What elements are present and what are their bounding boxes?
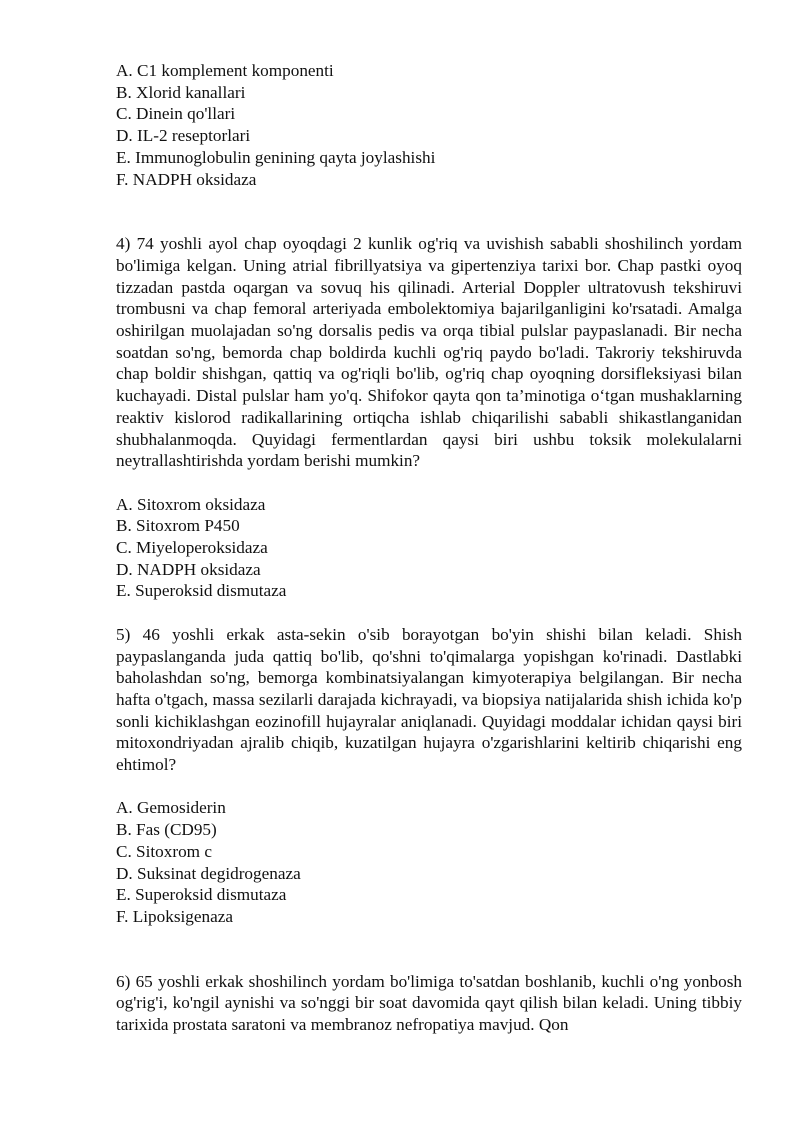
- q4-option-a: A. Sitoxrom oksidaza: [116, 494, 266, 514]
- q4-option-c: C. Miyeloperoksidaza: [116, 538, 268, 558]
- q3-option-f: F. NADPH oksidaza: [116, 169, 257, 189]
- q4-option-e: E. Superoksid dismutaza: [116, 581, 287, 601]
- q3-option-d: D. IL-2 reseptorlari: [116, 126, 251, 146]
- q4-option-b: B. Sitoxrom P450: [116, 516, 240, 536]
- q3-option-a: A. C1 komplement komponenti: [116, 61, 334, 80]
- question-4-text: 4) 74 yoshli ayol chap oyoqdagi 2 kunlik og'riq va uvishish sababli shoshilinch yordam bo'limiga kelgan. Uning atrial fibrillyatsiya va gipertenziya tarixi bor. Chap pastki oyoq tizzadan pastda oqargan va sovuq his qilinadi. Arterial Doppler ultratovush tekshiruvi trombusni va chap femoral arteriyada embolektomiya bajarilganligini ko'rsatadi. Amalga oshirilgan muolajadan so'ng dorsalis pedis va orqa tibial pulslar paypaslanadi. Bir necha soatdan so'ng, bemorda chap boldirda kuchli og'riq paydo bo'ladi. Takroriy tekshiruvda chap boldir shishgan, qattiq va og'riqli bo'lib, og'riq chap oyoqning dorsifleksiyasi bilan kuchayadi. Distal pulslar ham yo'q. Shifokor qayta qon ta’minotiga o‘tgan mushaklarning reaktiv kislorod radikallarining ortiqcha ishlab chiqarilishi sababli shikastlanganidan shubhalanmoqda. Quyidagi fermentlardan qaysi biri ushbu toksik molekulalarni neytrallashtirishda yordam berishi mumkin?: [116, 234, 742, 471]
- q3-option-b: B. Xlorid kanallari: [116, 82, 246, 102]
- q4-options: [116, 494, 742, 603]
- q5-option-b: B. Fas (CD95): [116, 820, 217, 840]
- question-6-text: 6) 65 yoshli erkak shoshilinch yordam bo'limiga to'satdan boshlanib, kuchli o'ng yonbosh og'rig'i, ko'ngil aynishi va so'nggi bir soat davomida qayt qilish bilan keladi. Uning tibbiy tarixida prostata saratoni va membranoz nefropatiya mavjud. Qon: [116, 971, 742, 1035]
- spacer: [116, 472, 742, 494]
- q5-options: [116, 797, 742, 927]
- q3-option-e: E. Immunoglobulin genining qayta joylashishi: [116, 147, 436, 167]
- q3-options: [116, 60, 742, 190]
- document-content: [116, 60, 742, 1036]
- q5-option-d: D. Suksinat degidrogenaza: [116, 863, 301, 883]
- spacer: [116, 190, 742, 233]
- q5-option-a: A. Gemosiderin: [116, 798, 226, 818]
- spacer: [116, 928, 742, 971]
- q4-option-d: D. NADPH oksidaza: [116, 559, 261, 579]
- question-5-text: 5) 46 yoshli erkak asta-sekin o'sib borayotgan bo'yin shishi bilan keladi. Shish paypaslanganda juda qattiq bo'lib, qo'shni to'qimalarga yopishgan ko'rinadi. Dastlabki baholashdan so'ng, bemorga kombinatsiyalangan kimyoterapiya belgilangan. Bir necha hafta o'tgach, massa sezilarli darajada kichrayadi, va biopsiya natijalarida shish ichida ko'p sonli kichiklashgan eozinofill hujayralar aniqlanadi. Quyidagi moddalar ichidan qaysi biri mitoxondriyadan ajralib chiqib, kuzatilgan hujayra o'zgarishlarini keltirib chiqarishi eng ehtimol?: [116, 624, 742, 775]
- spacer: [116, 776, 742, 798]
- q5-option-f: F. Lipoksigenaza: [116, 906, 233, 926]
- q5-option-c: C. Sitoxrom c: [116, 841, 212, 861]
- spacer: [116, 602, 742, 624]
- q5-option-e: E. Superoksid dismutaza: [116, 885, 287, 905]
- q3-option-c: C. Dinein qo'llari: [116, 104, 236, 124]
